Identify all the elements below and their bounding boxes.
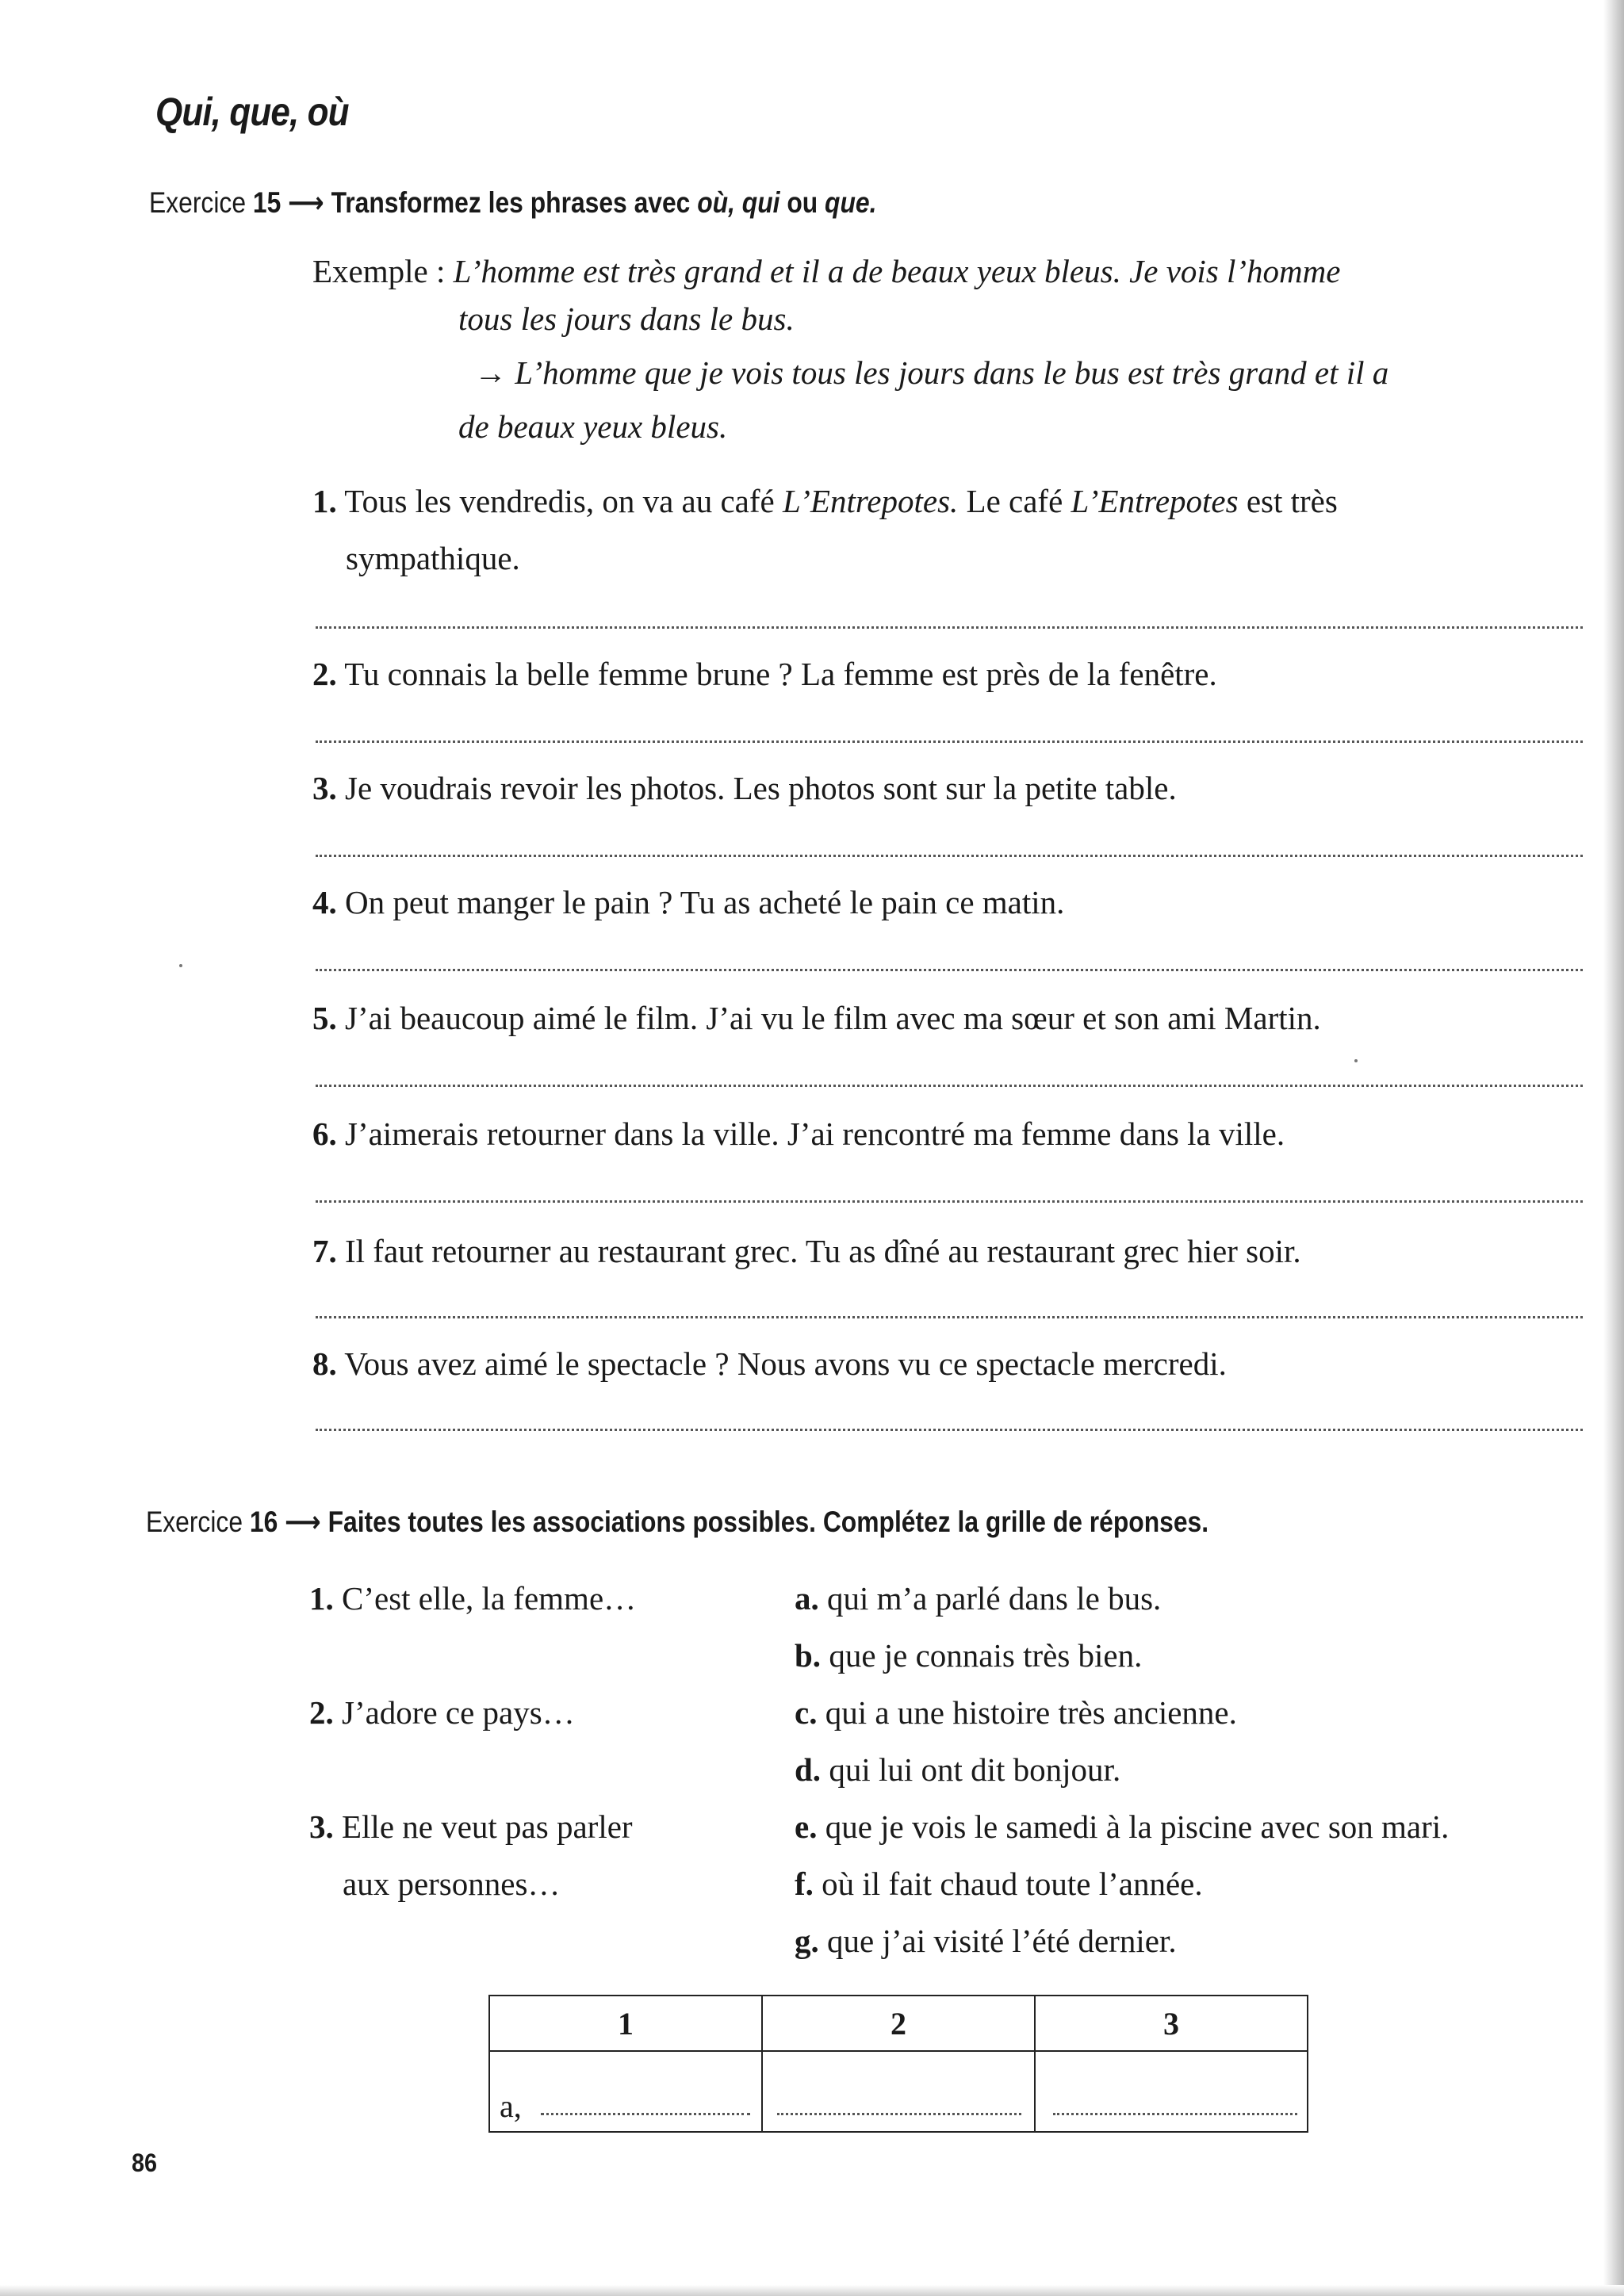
keyword-que: que.: [825, 186, 877, 219]
page-bottom-edge: [0, 2285, 1624, 2296]
arrow-icon: ⟶: [285, 1506, 321, 1538]
item-text: Il faut retourner au restaurant grec. Tu as dîné au restaurant grec hier soir.: [336, 1233, 1301, 1269]
page-edge-shadow: [1603, 0, 1624, 2296]
exercise-16-left-3: [309, 1808, 633, 1846]
example-label: Exemple :: [312, 253, 454, 289]
exercise-16-left-1: [309, 1579, 636, 1617]
item-text: Elle ne veut pas parler: [333, 1808, 633, 1845]
answer-line-5[interactable]: [316, 1085, 1583, 1087]
page-number: 86: [132, 2149, 158, 2177]
grid-answer-line[interactable]: [541, 2113, 750, 2115]
exercise-15-header: [149, 186, 876, 220]
item-text: C’est elle, la femme…: [333, 1580, 637, 1617]
grid-cell-3[interactable]: [1035, 2051, 1308, 2132]
answer-grid-header: [489, 1996, 1308, 2051]
item-number: 4.: [312, 884, 337, 920]
exercise-16-right-g: [795, 1922, 1177, 1960]
grid-header-3: 3: [1035, 1996, 1308, 2051]
grid-cell-1[interactable]: [489, 2051, 762, 2132]
example-line-1: [312, 252, 1340, 290]
answer-grid-row: [489, 2051, 1308, 2132]
exercise-number: 15: [252, 186, 282, 219]
item-text-italic: L’Entrepotes: [1071, 483, 1239, 519]
item-text: Je voudrais revoir les photos. Les photos sont sur la petite table.: [336, 770, 1177, 806]
item-number: 8.: [312, 1345, 337, 1382]
item-letter: e.: [795, 1808, 818, 1845]
instruction-text-mid: ou: [779, 186, 825, 219]
answer-line-3[interactable]: [316, 855, 1583, 857]
item-number: 3.: [309, 1808, 334, 1845]
keyword-ou: où,: [697, 186, 735, 219]
item-text: que j’ai visité l’été dernier.: [818, 1923, 1177, 1959]
item-letter: a.: [795, 1580, 819, 1617]
exercise-15-item-3: [312, 769, 1177, 807]
item-letter: b.: [795, 1637, 822, 1674]
answer-line-8[interactable]: [316, 1429, 1583, 1431]
scan-speck: [179, 964, 182, 967]
item-number: 6.: [312, 1115, 337, 1152]
item-text: que je connais très bien.: [821, 1637, 1143, 1674]
item-text: Vous avez aimé le spectacle ? Nous avons vu ce spectacle mercredi.: [336, 1345, 1227, 1382]
answer-line-1[interactable]: [316, 626, 1583, 629]
item-number: 1.: [309, 1580, 334, 1617]
exercise-16-right-f: [795, 1865, 1203, 1903]
instruction-text: Faites toutes les associations possibles. Complétez la grille de réponses.: [327, 1506, 1209, 1538]
instruction-text: Transformez les phrases avec: [331, 186, 698, 219]
item-text-italic: L’Entrepotes.: [782, 483, 959, 519]
item-number: 3.: [312, 770, 337, 806]
grid-header-1: 1: [489, 1996, 762, 2051]
exercise-15-item-8: [312, 1345, 1227, 1383]
item-text: qui lui ont dit bonjour.: [821, 1751, 1121, 1788]
arrow-icon: →: [474, 354, 507, 391]
arrow-icon: ⟶: [288, 186, 324, 219]
item-text: qui m’a parlé dans le bus.: [818, 1580, 1162, 1617]
item-text: J’ai beaucoup aimé le film. J’ai vu le film avec ma sœur et son ami Martin.: [336, 1000, 1321, 1036]
scan-speck: [1354, 1059, 1358, 1062]
example-text: L’homme est très grand et il a de beaux yeux bleus. Je vois l’homme: [453, 253, 1341, 289]
item-text: Tu connais la belle femme brune ? La femme est près de la fenêtre.: [336, 656, 1217, 692]
exercise-16-left-3-line-2: aux personnes…: [343, 1866, 561, 1902]
answer-line-6[interactable]: [316, 1200, 1583, 1203]
exercise-15-item-5: [312, 999, 1321, 1037]
exercise-15-item-1: [312, 482, 1338, 520]
item-text: J’aimerais retourner dans la ville. J’ai rencontré ma femme dans la ville.: [336, 1115, 1285, 1152]
example-answer-text: L’homme que je vois tous les jours dans le bus est très grand et il a: [515, 354, 1389, 391]
section-title: Qui, que, où: [155, 90, 349, 134]
item-text: est très: [1238, 483, 1338, 519]
grid-prefill: a,: [500, 2088, 522, 2124]
keyword-qui: qui: [741, 186, 780, 219]
item-number: 5.: [312, 1000, 337, 1036]
example-line-2: tous les jours dans le bus.: [458, 300, 795, 337]
exercise-16-right-b: [795, 1636, 1142, 1674]
item-number: 2.: [312, 656, 337, 692]
answer-line-4[interactable]: [316, 969, 1583, 971]
exercise-label: Exercice: [146, 1506, 243, 1538]
example-answer-line-2: de beaux yeux bleus.: [458, 408, 728, 445]
grid-cell-2[interactable]: [762, 2051, 1035, 2132]
item-text: Le café: [958, 483, 1071, 519]
answer-line-7[interactable]: [316, 1316, 1583, 1318]
exercise-16-right-a: [795, 1579, 1161, 1617]
exercise-15-item-1-line-2: sympathique.: [346, 540, 520, 576]
exercise-16-header: [146, 1505, 1208, 1539]
grid-answer-line[interactable]: [1053, 2113, 1297, 2115]
example-answer-line-1: [474, 354, 1388, 392]
exercise-15-item-2: [312, 655, 1217, 693]
item-text: J’adore ce pays…: [333, 1694, 575, 1731]
exercise-16-right-c: [795, 1693, 1237, 1732]
item-text: On peut manger le pain ? Tu as acheté le pain ce matin.: [336, 884, 1065, 920]
exercise-16-left-2: [309, 1693, 575, 1732]
exercise-number: 16: [249, 1506, 278, 1538]
answer-line-2[interactable]: [316, 740, 1583, 743]
exercise-15-item-7: [312, 1232, 1301, 1270]
item-number: 2.: [309, 1694, 334, 1731]
exercise-16-right-d: [795, 1751, 1120, 1789]
item-letter: g.: [795, 1923, 819, 1959]
grid-answer-line[interactable]: [777, 2113, 1021, 2115]
exercise-15-item-6: [312, 1115, 1285, 1153]
item-number: 1.: [312, 483, 337, 519]
item-number: 7.: [312, 1233, 337, 1269]
grid-header-2: 2: [762, 1996, 1035, 2051]
exercise-label: Exercice: [149, 186, 247, 219]
exercise-15-item-4: [312, 883, 1064, 921]
item-text: que je vois le samedi à la piscine avec son mari.: [817, 1808, 1450, 1845]
item-text: qui a une histoire très ancienne.: [817, 1694, 1237, 1731]
item-text: Tous les vendredis, on va au café: [336, 483, 783, 519]
item-letter: d.: [795, 1751, 822, 1788]
item-letter: c.: [795, 1694, 818, 1731]
item-text: où il fait chaud toute l’année.: [813, 1866, 1203, 1902]
item-letter: f.: [795, 1866, 814, 1902]
exercise-16-right-e: [795, 1808, 1449, 1846]
answer-grid: [488, 1995, 1308, 2133]
